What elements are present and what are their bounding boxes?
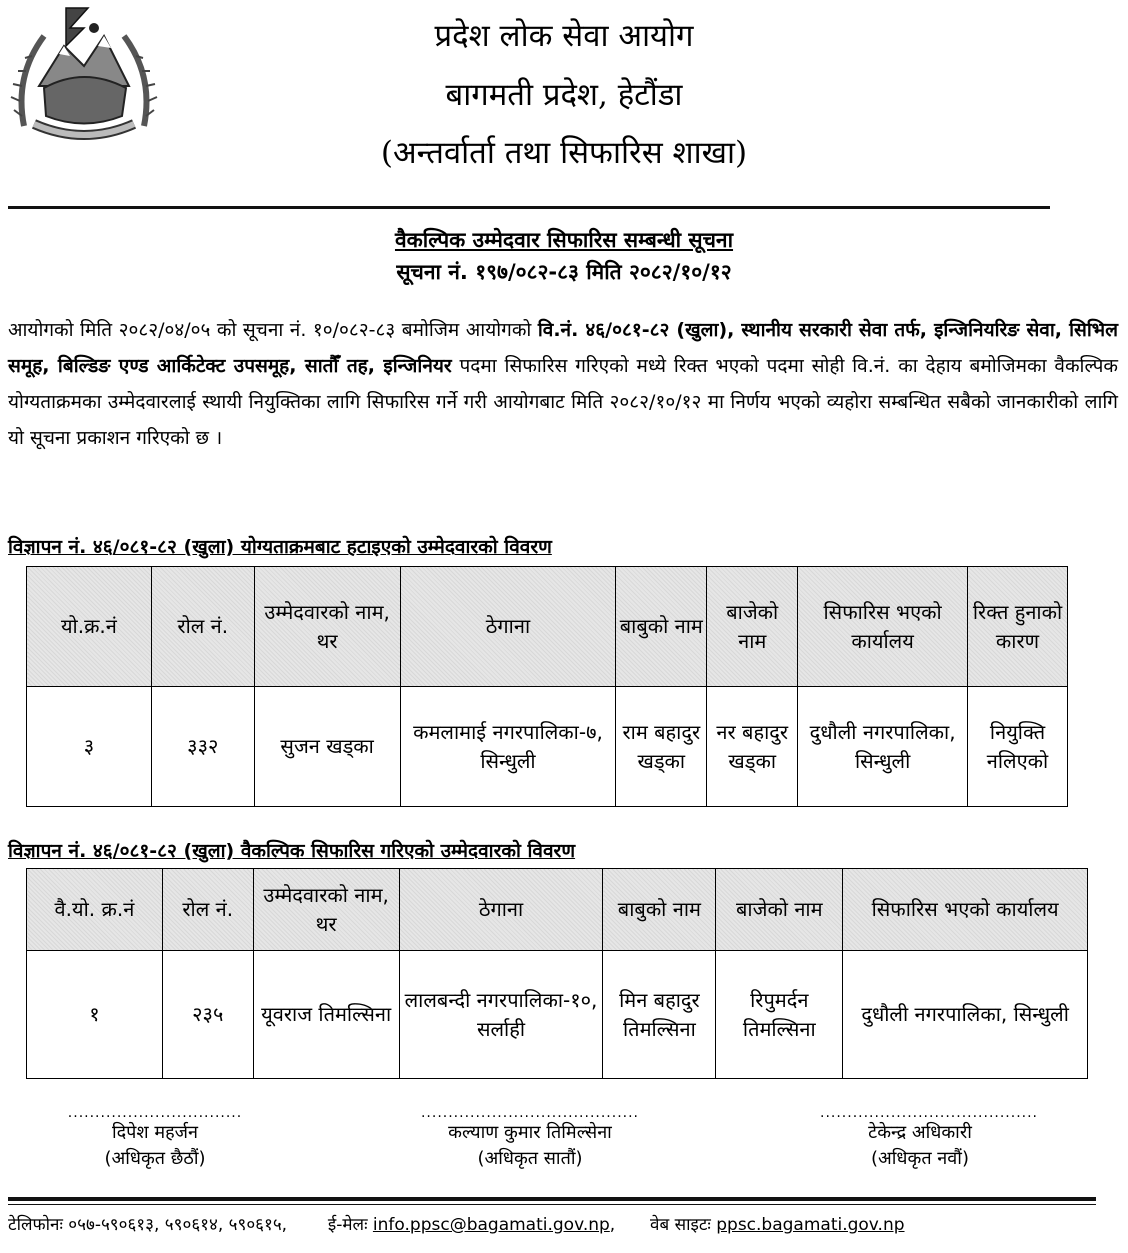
cell-name: यूवराज तिमल्सिना [253, 951, 399, 1079]
cell-roll: ३३२ [151, 687, 254, 807]
signatory-name: कल्याण कुमार तिमिल्सेना [448, 1122, 612, 1143]
website-label: वेब साइटः [650, 1215, 711, 1235]
phone-label: टेलिफोनः [8, 1215, 63, 1235]
signature-block [60, 1106, 250, 1172]
col-header-father: बाबुको नाम [603, 869, 716, 951]
footer-divider [8, 1197, 1096, 1201]
cell-office: दुधौली नगरपालिका, सिन्धुली [843, 951, 1088, 1079]
notice-body [8, 312, 1118, 456]
cell-name: सुजन खड्का [254, 687, 400, 807]
signatory-name: दिपेश महर्जन [111, 1122, 199, 1143]
email-separator: , [609, 1215, 616, 1235]
col-header-grandfather: बाजेको नाम [716, 869, 843, 951]
col-header-name: उम्मेदवारको नाम, थर [253, 869, 399, 951]
email-link[interactable]: info.ppsc@bagamati.gov.np [372, 1215, 610, 1235]
removed-candidate-table [26, 566, 1068, 807]
cell-address: लालबन्दी नगरपालिका-१०, सर्लाही [399, 951, 603, 1079]
table2-title: विज्ञापन नं. ४६/०८१-८२ (खुला) वैकल्पिक सिफारिस गरिएको उम्मेदवारको विवरण [8, 840, 576, 862]
signatory-role: (अधिकृत सातौं) [477, 1148, 583, 1169]
cell-father: मिन बहादुर तिमल्सिना [603, 951, 716, 1079]
cell-roll: २३५ [162, 951, 253, 1079]
body-text-2: पदमा सिफारिस गरिएको मध्ये रिक्त भएको पदमा सोही वि.नं. का देहाय बमोजिमका वैकल्पिक योग्यताक्रमका उम्मेदवारलाई स्थायी नियुक्तिका लागि सिफारिस गर्ने गरी आयोगबाट मिति २०८२/१०/१२ मा निर्णय भएको व्यहोरा सम्बन्धित सबैको जानकारीको लागि यो सूचना प्रकाशन गरिएको छ । [8, 355, 1118, 449]
table-header-row [27, 869, 1088, 951]
col-header-office: सिफारिस भएको कार्यालय [798, 567, 968, 687]
cell-reason: नियुक्ति नलिएको [968, 687, 1068, 807]
signature-line: ................................ [67, 1105, 243, 1121]
footer-divider-thin [8, 1204, 1096, 1205]
cell-grandfather: नर बहादुर खड्का [707, 687, 798, 807]
table1-title: विज्ञापन नं. ४६/०८१-८२ (खुला) योग्यताक्रमबाट हटाइएको उम्मेदवारको विवरण [8, 536, 552, 558]
header-province: बागमती प्रदेश, हेटौंडा [445, 77, 683, 113]
table-header-row [27, 567, 1068, 687]
signatory-role: (अधिकृत नवौं) [871, 1148, 969, 1169]
header-office-name: प्रदेश लोक सेवा आयोग [434, 18, 694, 54]
signatory-role: (अधिकृत छैठौं) [104, 1148, 206, 1169]
col-header-address: ठेगाना [400, 567, 616, 687]
cell-office: दुधौली नगरपालिका, सिन्धुली [798, 687, 968, 807]
body-text-1: आयोगको मिति २०८२/०४/०५ को सूचना नं. १०/०८२-८३ बमोजिम आयोगको [8, 319, 538, 341]
signature-line: ........................................ [820, 1105, 1039, 1121]
table-row [27, 951, 1088, 1079]
cell-address: कमलामाई नगरपालिका-७, सिन्धुली [400, 687, 616, 807]
table-row [27, 687, 1068, 807]
col-header-reason: रिक्त हुनाको कारण [968, 567, 1068, 687]
notice-number: सूचना नं. १९७/०८२-८३ मिति २०८२/१०/१२ [396, 260, 732, 284]
phone-numbers: ०५७-५९०६१३, ५९०६१४, ५९०६१५, [68, 1215, 288, 1235]
notice-title: वैकल्पिक उम्मेदवार सिफारिस सम्बन्धी सूचना [394, 228, 734, 252]
signature-block [820, 1105, 1039, 1172]
cell-serial: १ [27, 951, 163, 1079]
col-header-serial: वै.यो. क्र.नं [27, 869, 163, 951]
signature-line: ........................................ [420, 1105, 639, 1121]
email-label: ई-मेलः [327, 1215, 368, 1235]
signatory-name: टेकेन्द्र अधिकारी [868, 1122, 972, 1143]
cell-grandfather: रिपुमर्दन तिमल्सिना [716, 951, 843, 1079]
alternate-candidate-table [26, 868, 1088, 1079]
signature-block [410, 1106, 650, 1172]
col-header-office: सिफारिस भएको कार्यालय [843, 869, 1088, 951]
col-header-father: बाबुको नाम [616, 567, 707, 687]
col-header-roll: रोल नं. [162, 869, 253, 951]
website-link[interactable]: ppsc.bagamati.gov.np [716, 1215, 905, 1235]
col-header-roll: रोल नं. [151, 567, 254, 687]
col-header-address: ठेगाना [399, 869, 603, 951]
footer-contact [8, 1212, 905, 1235]
cell-father: राम बहादुर खड्का [616, 687, 707, 807]
cell-serial: ३ [27, 687, 152, 807]
header-branch: (अन्तर्वार्ता तथा सिफारिस शाखा) [380, 135, 748, 171]
col-header-serial: यो.क्र.नं [27, 567, 152, 687]
col-header-name: उम्मेदवारको नाम, थर [254, 567, 400, 687]
col-header-grandfather: बाजेको नाम [707, 567, 798, 687]
body-text-bold: वि.नं. ४६/०८१-८२ (खुला), स्थानीय सरकारी सेवा तर्फ, इन्जिनियरिङ सेवा, सिभिल समूह, बिल्डिङ एण्ड आर्किटेक्ट उपसमूह, सातौँ तह, इन्जिनियर [8, 319, 1118, 377]
header-divider [8, 206, 1050, 209]
